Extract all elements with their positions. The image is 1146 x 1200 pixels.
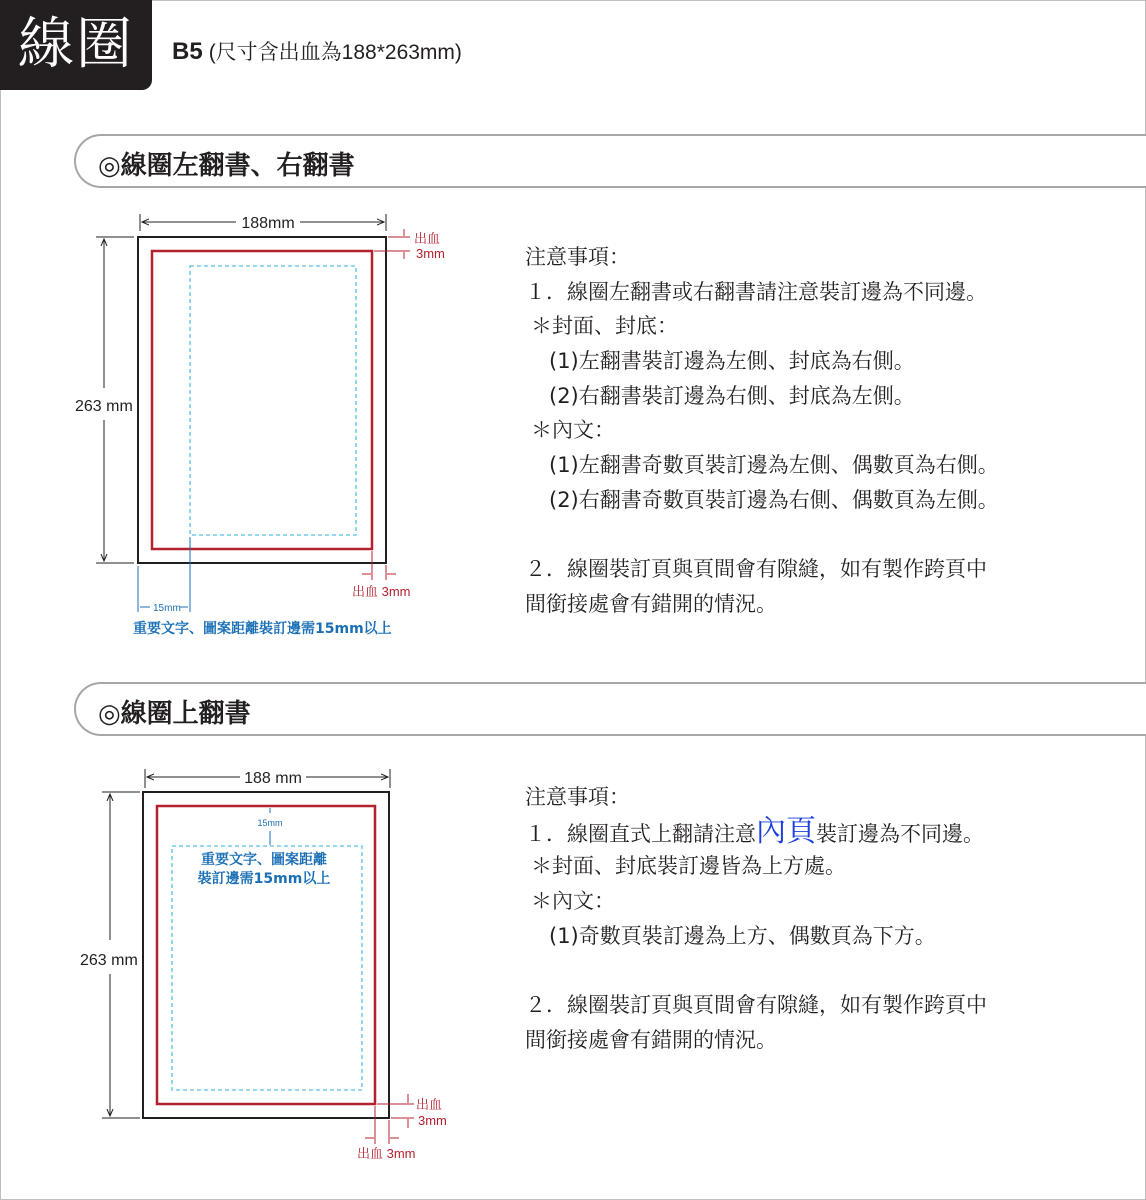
bleed-size-top: 3mm	[416, 246, 445, 261]
note-item: (2)右翻書裝訂邊為右側、封底為左側。	[549, 383, 915, 408]
notes-left-right	[525, 240, 999, 622]
height-label: 263 mm	[75, 398, 133, 415]
note-item: (2)右翻書奇數頁裝訂邊為右側、偶數頁為左側。	[549, 487, 999, 512]
margin-15mm-label: 15mm	[257, 818, 283, 828]
margin-15mm-label: 15mm	[153, 603, 181, 614]
section-header-top-flip	[74, 682, 1146, 736]
page-outline	[143, 792, 389, 1118]
bleed-label-right: 出血	[416, 1097, 443, 1112]
width-label: 188mm	[241, 215, 295, 232]
note-item: ２．線圈裝訂頁與頁間會有隙縫，如有製作跨頁中	[525, 557, 987, 582]
note-item: ＊封面、封底裝訂邊皆為上方處。	[531, 854, 846, 879]
note-item: ２．線圈裝訂頁與頁間會有隙縫，如有製作跨頁中	[525, 993, 987, 1018]
note-item: (1)左翻書裝訂邊為左側、封底為右側。	[549, 349, 915, 374]
bleed-size-right: 3mm	[418, 1113, 447, 1128]
note-item: １．線圈左翻書或右翻書請注意裝訂邊為不同邊。	[525, 279, 987, 304]
notes-title: 注意事項：	[525, 785, 630, 809]
size-label: B5	[172, 38, 203, 65]
bleed-label-bottom: 出血 3mm	[357, 1146, 416, 1161]
section-heading: ◎線圈上翻書	[98, 699, 251, 729]
diagram-left-right	[75, 214, 445, 637]
page-title: 線圈	[0, 0, 152, 90]
highlight-text: 內頁	[756, 813, 816, 849]
note-item: (1)左翻書奇數頁裝訂邊為左側、偶數頁為右側。	[549, 453, 999, 478]
width-label: 188 mm	[244, 770, 302, 787]
note-item: １．線圈直式上翻請注意內頁裝訂邊為不同邊。	[525, 813, 984, 849]
bleed-label-bottom: 出血 3mm	[352, 584, 411, 599]
section-heading: ◎線圈左翻書、右翻書	[98, 151, 355, 181]
note-item: 間銜接處會有錯開的情況。	[525, 1027, 777, 1052]
note-item: ＊封面、封底：	[531, 314, 678, 339]
margin-note: 重要文字、圖案距離裝訂邊需15mm以上	[133, 621, 392, 637]
size-note: (尺寸含出血為188*263mm)	[208, 41, 462, 64]
inner-note-line2: 裝訂邊需15mm以上	[197, 871, 331, 887]
note-item: (1)奇數頁裝訂邊為上方、偶數頁為下方。	[549, 923, 936, 948]
diagram-top-flip	[80, 769, 447, 1161]
note-item: 間銜接處會有錯開的情況。	[525, 591, 777, 616]
notes-title: 注意事項：	[525, 245, 630, 269]
notes-top-flip	[525, 780, 987, 1058]
note-item: ＊內文：	[531, 418, 615, 443]
note-item: ＊內文：	[531, 889, 615, 914]
page-outline	[138, 237, 386, 563]
bleed-label-top: 出血	[414, 231, 441, 246]
inner-note-line1: 重要文字、圖案距離	[201, 852, 327, 868]
height-label: 263 mm	[80, 952, 138, 969]
